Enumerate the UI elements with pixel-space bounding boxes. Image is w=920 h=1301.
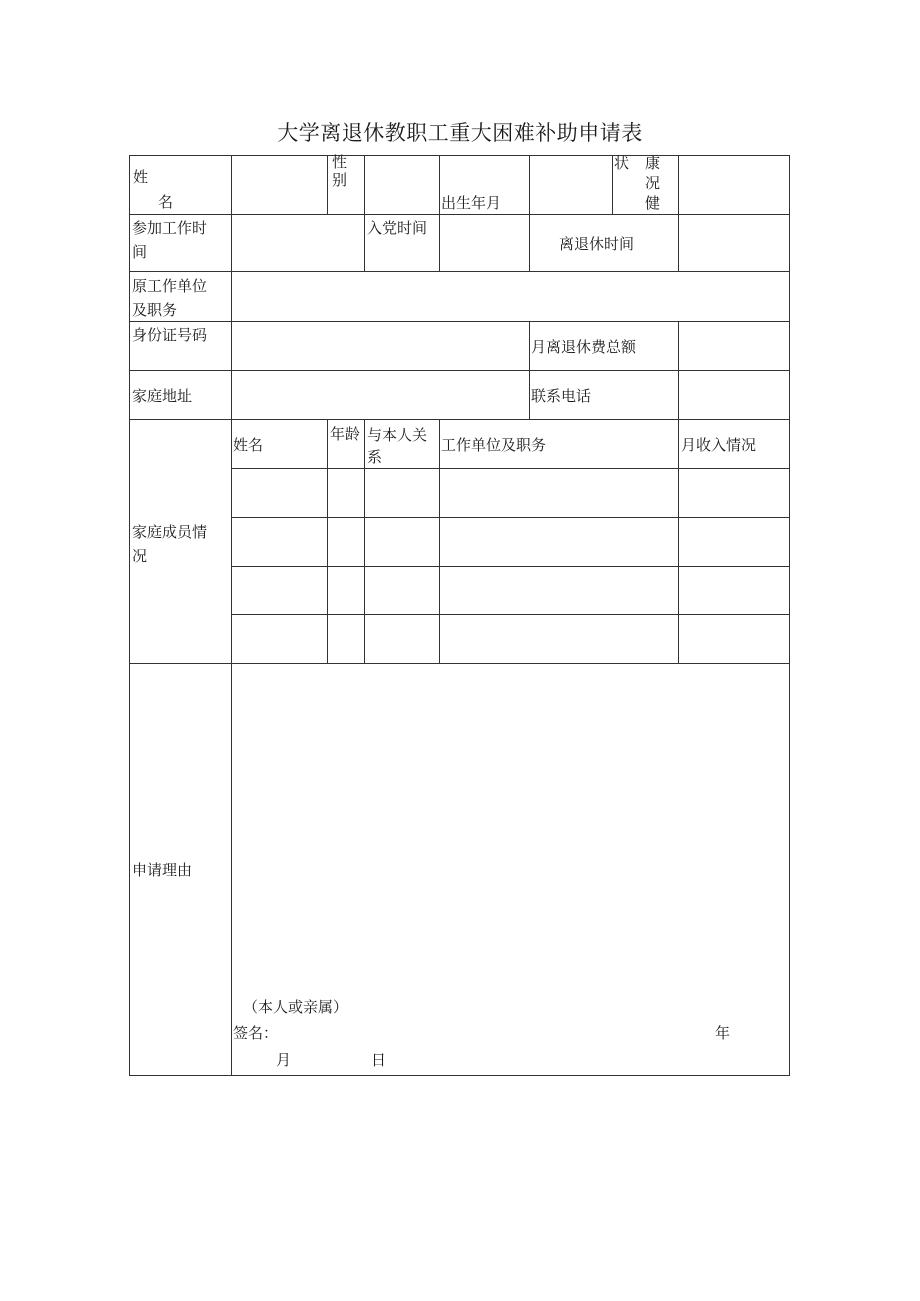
signature-field[interactable] [280, 1021, 680, 1045]
grid-line [129, 419, 790, 420]
label-id-number: 身份证号码 [132, 326, 208, 344]
label-party-join: 入党时间 [367, 219, 428, 237]
label-gender-2: 别 [332, 171, 348, 189]
label-health-a: 状 [614, 154, 630, 172]
reason-text-area[interactable] [232, 664, 789, 989]
family-row[interactable] [232, 615, 789, 663]
work-start-value-cell[interactable] [232, 215, 364, 271]
label-retire-time: 离退休时间 [559, 235, 635, 253]
family-col-work: 工作单位及职务 [441, 436, 547, 454]
signer-note: （本人或亲属） [243, 998, 349, 1016]
family-row[interactable] [232, 567, 789, 614]
signature-label: 签名： [233, 1024, 279, 1042]
health-value-cell[interactable] [679, 156, 789, 214]
grid-line [612, 155, 613, 214]
family-col-age: 年龄 [330, 425, 361, 443]
pension-value-cell[interactable] [679, 322, 789, 370]
label-work-start-2: 间 [132, 243, 148, 261]
family-col-rel-2: 系 [367, 448, 383, 466]
family-col-income: 月收入情况 [681, 436, 757, 454]
grid-line [529, 321, 530, 419]
unit-value-cell[interactable] [232, 272, 789, 321]
birth-value-cell[interactable] [530, 156, 612, 214]
party-join-value-cell[interactable] [440, 215, 529, 271]
address-value-cell[interactable] [232, 371, 529, 419]
grid-line [327, 155, 328, 214]
family-row[interactable] [232, 469, 789, 517]
label-reason: 申请理由 [132, 861, 193, 879]
family-col-name: 姓名 [233, 436, 264, 454]
label-pension: 月离退休费总额 [531, 338, 637, 356]
label-family-1: 家庭成员情 [132, 523, 208, 541]
family-row[interactable] [232, 518, 789, 566]
label-unit-2: 及职务 [132, 301, 178, 319]
date-day-label: 日 [371, 1051, 387, 1069]
family-col-rel-1: 与本人关 [367, 426, 428, 444]
label-health-d: 健 [645, 194, 661, 212]
name-value-cell[interactable] [232, 156, 327, 214]
label-health-c: 况 [645, 174, 661, 192]
id-number-value-cell[interactable] [232, 322, 529, 370]
retire-time-value-cell[interactable] [679, 215, 789, 271]
label-work-start-1: 参加工作时 [132, 219, 208, 237]
page-title: 大学离退休教职工重大困难补助申请表 [277, 121, 643, 145]
grid-line [129, 1075, 790, 1076]
label-unit-1: 原工作单位 [132, 277, 208, 295]
label-address: 家庭地址 [132, 387, 193, 405]
label-birth: 出生年月 [441, 194, 502, 212]
label-health-b: 康 [645, 154, 661, 172]
label-family-2: 况 [132, 547, 148, 565]
date-month-label: 月 [276, 1051, 292, 1069]
label-phone: 联系电话 [531, 387, 592, 405]
grid-line [789, 155, 790, 1076]
label-name-1: 姓 [133, 168, 149, 186]
label-gender-1: 性 [332, 153, 348, 171]
label-name-2: 名 [158, 193, 174, 211]
grid-line [129, 155, 130, 1076]
date-year-label: 年 [715, 1024, 731, 1042]
gender-value-cell[interactable] [365, 156, 439, 214]
phone-value-cell[interactable] [679, 371, 789, 419]
